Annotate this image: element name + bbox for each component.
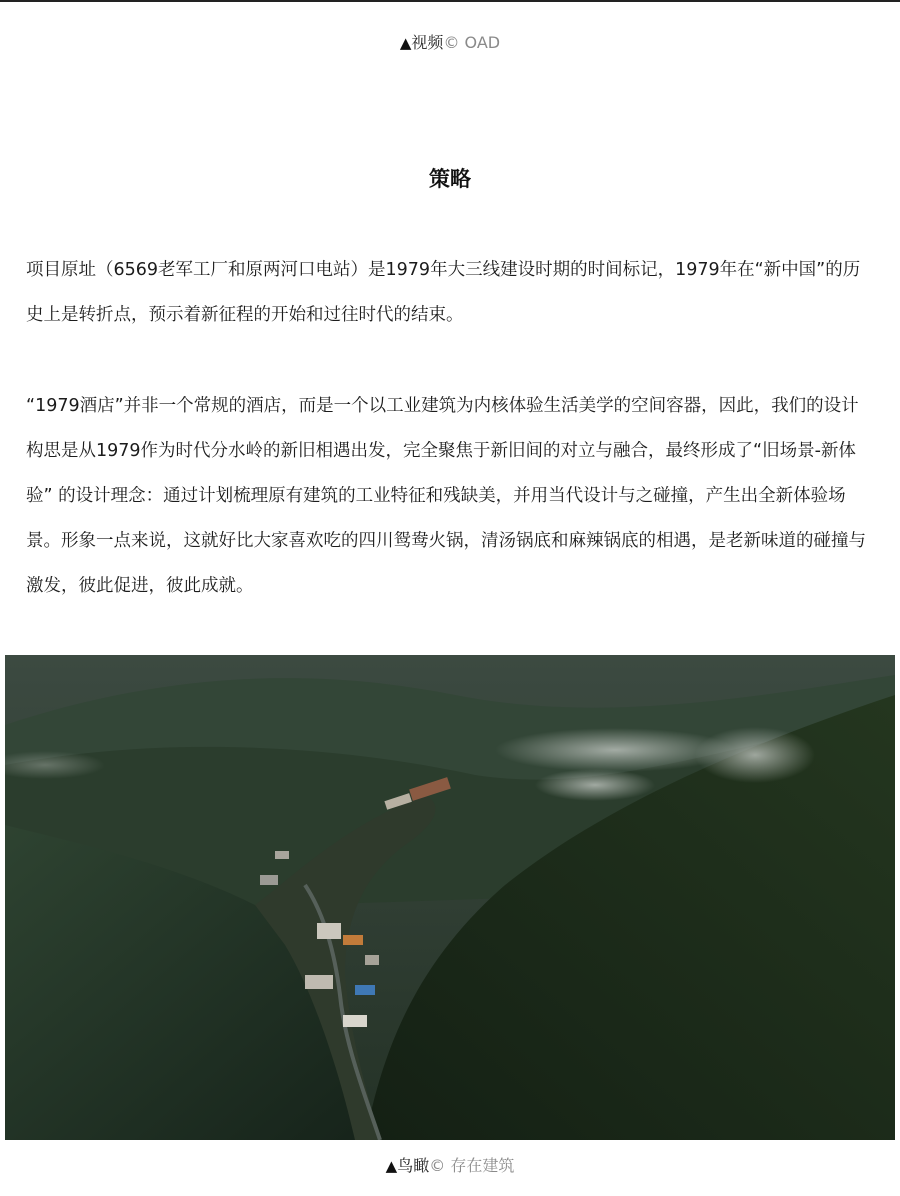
triangle-marker-icon: ▲ (385, 1157, 398, 1175)
caption-label: 视频 (411, 33, 444, 52)
caption-label: 鸟瞰 (397, 1156, 430, 1175)
video-caption (0, 33, 900, 53)
triangle-marker-icon: ▲ (399, 34, 412, 52)
photo-caption (0, 1156, 900, 1176)
paragraph-design-concept: “1979酒店”并非一个常规的酒店，而是一个以工业建筑为内核体验生活美学的空间容器，因此，我们的设计构思是从1979作为时代分水岭的新旧相遇出发，完全聚焦于新旧间的对立与融合，最终形成了“旧场景-新体验” 的设计理念：通过计划梳理原有建筑的工业特征和残缺美，并用当代设计与之碰撞，产生出全新体验场景。形象一点来说，这就好比大家喜欢吃的四川鸳鸯火锅，清汤锅底和麻辣锅底的相遇，是老新味道的碰撞与激发，彼此促进，彼此成就。 (26, 396, 866, 596)
caption-credit: © 存在建筑 (429, 1156, 515, 1175)
section-title: 策略 (429, 167, 471, 191)
aerial-valley-photo (5, 655, 895, 1140)
caption-credit: © OAD (443, 33, 501, 52)
video-bottom-edge (0, 0, 900, 2)
paragraph-site-history: 项目原址（6569老军工厂和原两河口电站）是1979年大三线建设时期的时间标记，1979年在“新中国”的历史上是转折点，预示着新征程的开始和过往时代的结束。 (26, 260, 861, 325)
